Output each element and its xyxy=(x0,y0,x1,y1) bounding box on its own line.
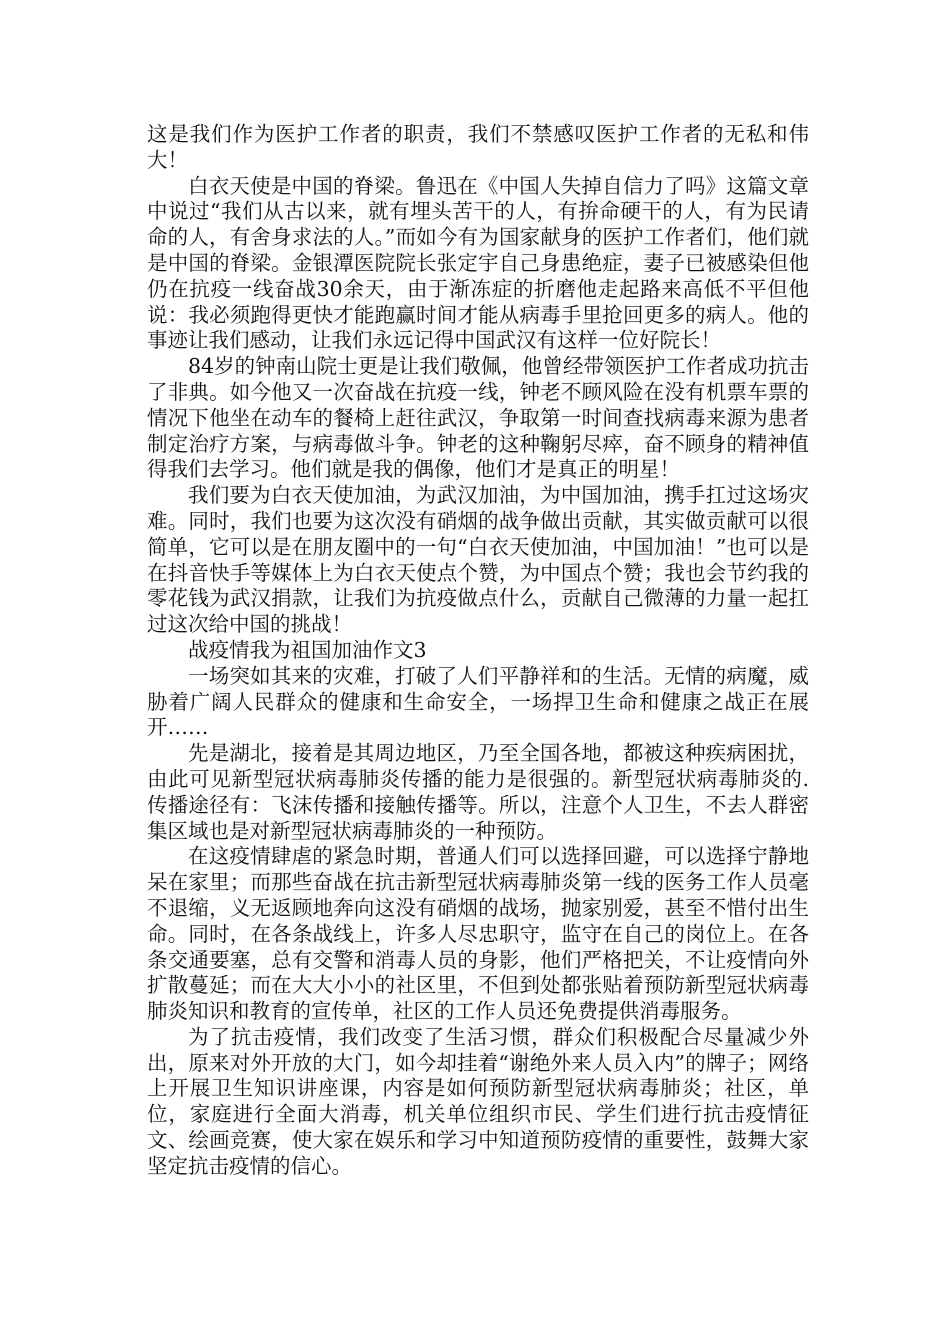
paragraph-white-angels: 白衣天使是中国的脊梁。鲁迅在《中国人失掉自信力了吗》这篇文章中说过“我们从古以来，就有埋头苦干的人，有拚命硬干的人，有为民请命的人，有舍身求法的人。”而如今有为国家献身的医护工作者们，他们就是中国的脊梁。金银潭医院院长张定宇自己身患绝症，妻子已被感染但他仍在抗疫一线奋战30余天，由于渐冻症的折磨他走起路来高低不平但他说：我必须跑得更快才能跑赢时间才能从病毒手里抢回更多的病人。他的事迹让我们感动，让我们永远记得中国武汉有这样一位好院长！ xyxy=(147,173,809,353)
paragraph-frontline: 在这疫情肆虐的紧急时期，普通人们可以选择回避，可以选择宁静地呆在家里；而那些奋战在抗击新型冠状病毒肺炎第一线的医务工作人员毫不退缩，义无返顾地奔向这没有硝烟的战场，抛家别爱，甚至不惜付出生命。同时，在各条战线上，许多人尽忠职守，监守在自己的岗位上。在各条交通要塞，总有交警和消毒人员的身影，他们严格把关，不让疫情向外扩散蔓延；而在大大小小的社区里，不但到处都张贴着预防新型冠状病毒肺炎知识和教育的宣传单，社区的工作人员还免费提供消毒服务。 xyxy=(147,844,809,1024)
paragraph-habits: 为了抗击疫情，我们改变了生活习惯，群众们积极配合尽量减少外出，原来对外开放的大门，如今却挂着“谢绝外来人员入内”的牌子；网络上开展卫生知识讲座课，内容是如何预防新型冠状病毒肺炎；社区，单位，家庭进行全面大消毒，机关单位组织市民、学生们进行抗击疫情征文、绘画竞赛，使大家在娱乐和学习中知道预防疫情的重要性，鼓舞大家坚定抗击疫情的信心。 xyxy=(147,1024,809,1178)
paragraph-zhong-nanshan: 84岁的钟南山院士更是让我们敬佩，他曾经带领医护工作者成功抗击了非典。如今他又一次奋战在抗疫一线，钟老不顾风险在没有机票车票的情况下他坐在动车的餐椅上赶往武汉，争取第一时间查找病毒来源为患者制定治疗方案，与病毒做斗争。钟老的这种鞠躬尽瘁，奋不顾身的精神值得我们去学习。他们就是我的偶像，他们才是真正的明星！ xyxy=(147,354,809,482)
essay-title: 战疫情我为祖国加油作文3 xyxy=(188,637,427,662)
document-body xyxy=(147,122,809,1180)
paragraph-sudden-disaster: 一场突如其来的灾难，打破了人们平静祥和的生活。无情的病魔，威胁着广阔人民群众的健康和生命安全，一场捍卫生命和健康之战正在展开…… xyxy=(147,663,809,740)
paragraph-transmission: 先是湖北，接着是其周边地区，乃至全国各地，都被这种疾病困扰，由此可见新型冠状病毒肺炎传播的能力是很强的。新型冠状病毒肺炎的.传播途径有：飞沫传播和接触传播等。所以，注意个人卫生，不去人群密集区域也是对新型冠状病毒肺炎的一种预防。 xyxy=(147,741,809,843)
paragraph-continuation: 这是我们作为医护工作者的职责，我们不禁感叹医护工作者的无私和伟大！ xyxy=(147,122,809,172)
paragraph-cheer-on: 我们要为白衣天使加油，为武汉加油，为中国加油，携手扛过这场灾难。同时，我们也要为这次没有硝烟的战争做出贡献，其实做贡献可以很简单，它可以是在朋友圈中的一句“白衣天使加油，中国加油！”也可以是在抖音快手等媒体上为白衣天使点个赞，为中国点个赞；我也会节约我的零花钱为武汉捐款，让我们为抗疫做点什么，贡献自己微薄的力量一起扛过这次给中国的挑战！ xyxy=(147,483,809,637)
